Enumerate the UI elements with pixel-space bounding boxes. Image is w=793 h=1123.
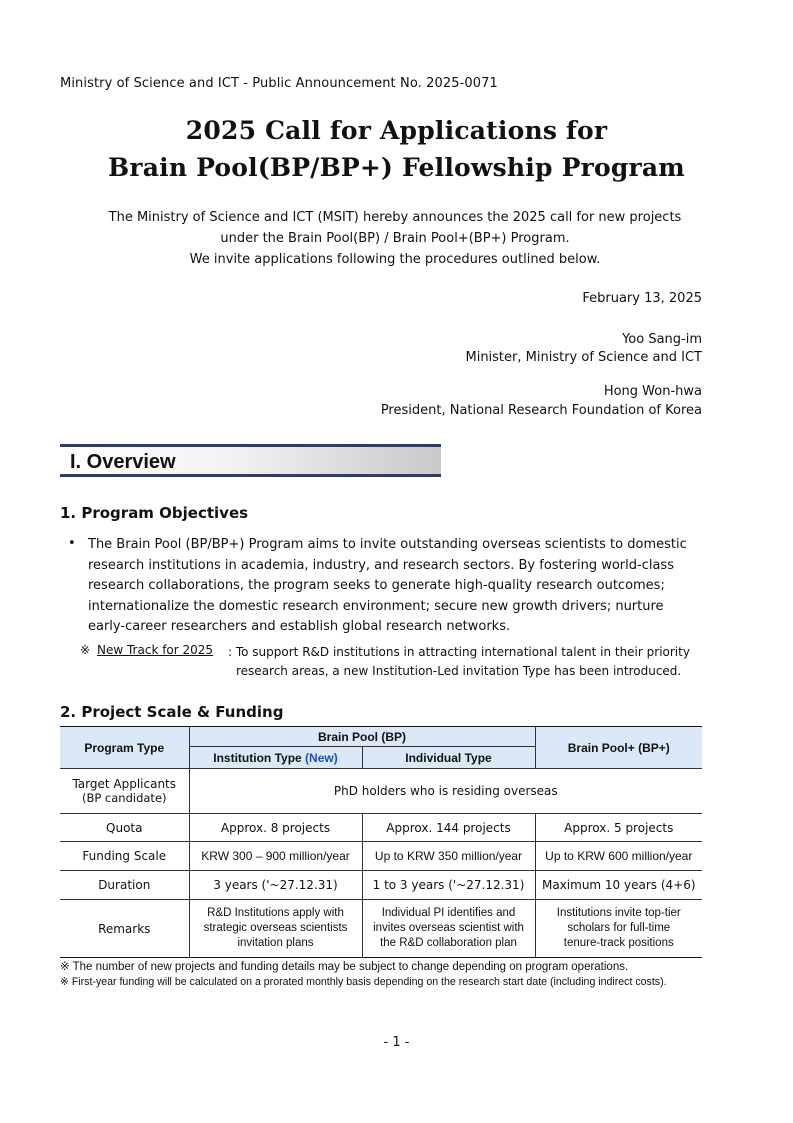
paragraph-line: internationalize the domestic research environment; secure new growth drivers; nurture [88,598,664,614]
row-label-funding: Funding Scale [60,842,189,871]
row-label-duration: Duration [60,871,189,900]
new-track-note [228,643,698,681]
section-heading-box [60,444,441,477]
announcement-date: February 13, 2025 [582,291,702,306]
remarks-institution [189,900,362,958]
duration-institution: 3 years ('~27.12.31) [189,871,362,900]
objectives-heading: 1. Program Objectives [60,504,249,522]
institution-type-label: Institution Type [213,750,302,765]
paragraph-line: The Brain Pool (BP/BP+) Program aims to invite outstanding overseas scientists to domestic [88,537,687,552]
header-program-type: Program Type [60,727,189,769]
new-badge: (New) [305,750,338,765]
document-title-line1: 2025 Call for Applications for [185,116,608,145]
quota-institution: Approx. 8 projects [189,814,362,842]
objectives-paragraph [88,535,698,638]
remarks-individual [362,900,535,958]
intro-line: The Ministry of Science and ICT (MSIT) hereby announces the 2025 call for new projects [108,210,682,225]
remark-line: scholars for full-time [567,922,671,934]
header-institution-type [189,747,362,769]
remark-line: Individual PI identifies and [381,907,516,919]
remark-line: tenure-track positions [563,937,674,949]
table-footnote: ※ First-year funding will be calculated on a prorated monthly basis depending on the research start date (including indirect costs). [60,976,667,988]
header-brain-pool: Brain Pool (BP) [189,727,535,747]
section-heading: I. Overview [70,451,176,473]
paragraph-line: research collaborations, the program seeks to generate high-quality research outcomes; [88,578,665,593]
note-line: : To support R&D institutions in attracting international talent in their priority [228,645,690,659]
announcement-number: Ministry of Science and ICT - Public Announcement No. 2025-0071 [60,76,498,91]
remark-line: invites overseas scientist with [373,922,524,934]
quota-bp-plus: Approx. 5 projects [535,814,702,842]
funding-individual: Up to KRW 350 million/year [362,842,535,871]
document-title-line2: Brain Pool(BP/BP+) Fellowship Program [108,153,685,182]
row-label-quota: Quota [60,814,189,842]
header-brain-pool-plus: Brain Pool+ (BP+) [535,727,702,769]
signatory-name: Hong Won-hwa [603,384,702,399]
remark-line: the R&D collaboration plan [380,937,517,949]
signatory-name: Yoo Sang-im [622,332,702,347]
paragraph-line: early-career researchers and establish global research networks. [88,619,511,634]
funding-bp-plus: Up to KRW 600 million/year [535,842,702,871]
note-line: research areas, a new Institution-Led invitation Type has been introduced. [236,664,682,678]
table-footnote: ※ The number of new projects and funding details may be subject to change depending on program operations. [60,961,629,973]
quota-individual: Approx. 144 projects [362,814,535,842]
remark-line: strategic overseas scientists [203,922,348,934]
duration-bp-plus: Maximum 10 years (4+6) [535,871,702,900]
bullet-marker: • [68,536,76,551]
row-label-remarks: Remarks [60,900,189,958]
duration-individual: 1 to 3 years ('~27.12.31) [362,871,535,900]
remarks-bp-plus [535,900,702,958]
funding-institution: KRW 300 – 900 million/year [189,842,362,871]
intro-line: under the Brain Pool(BP) / Brain Pool+(BP+) Program. [220,231,570,246]
target-value: PhD holders who is residing overseas [189,769,702,814]
remark-line: R&D Institutions apply with [207,907,344,919]
intro-line: We invite applications following the procedures outlined below. [189,252,601,267]
page-number: - 1 - [383,1035,410,1050]
signatory-title: President, National Research Foundation of Korea [380,403,702,418]
note-mark: ※ [80,643,91,657]
remark-line: Institutions invite top-tier [556,907,681,919]
row-label-target [60,769,189,814]
signatory-title: Minister, Ministry of Science and ICT [465,350,702,365]
funding-table [60,726,702,958]
scale-heading: 2. Project Scale & Funding [60,703,284,721]
row-sublabel: (BP candidate) [81,791,167,805]
intro-paragraph [60,207,730,270]
paragraph-line: research institutions in academia, industry, and research sectors. By fostering world-class [88,557,674,573]
remark-line: invitation plans [237,937,314,949]
new-track-label: New Track for 2025 [97,643,214,657]
row-label: Target Applicants [72,777,177,791]
header-individual-type: Individual Type [362,747,535,769]
